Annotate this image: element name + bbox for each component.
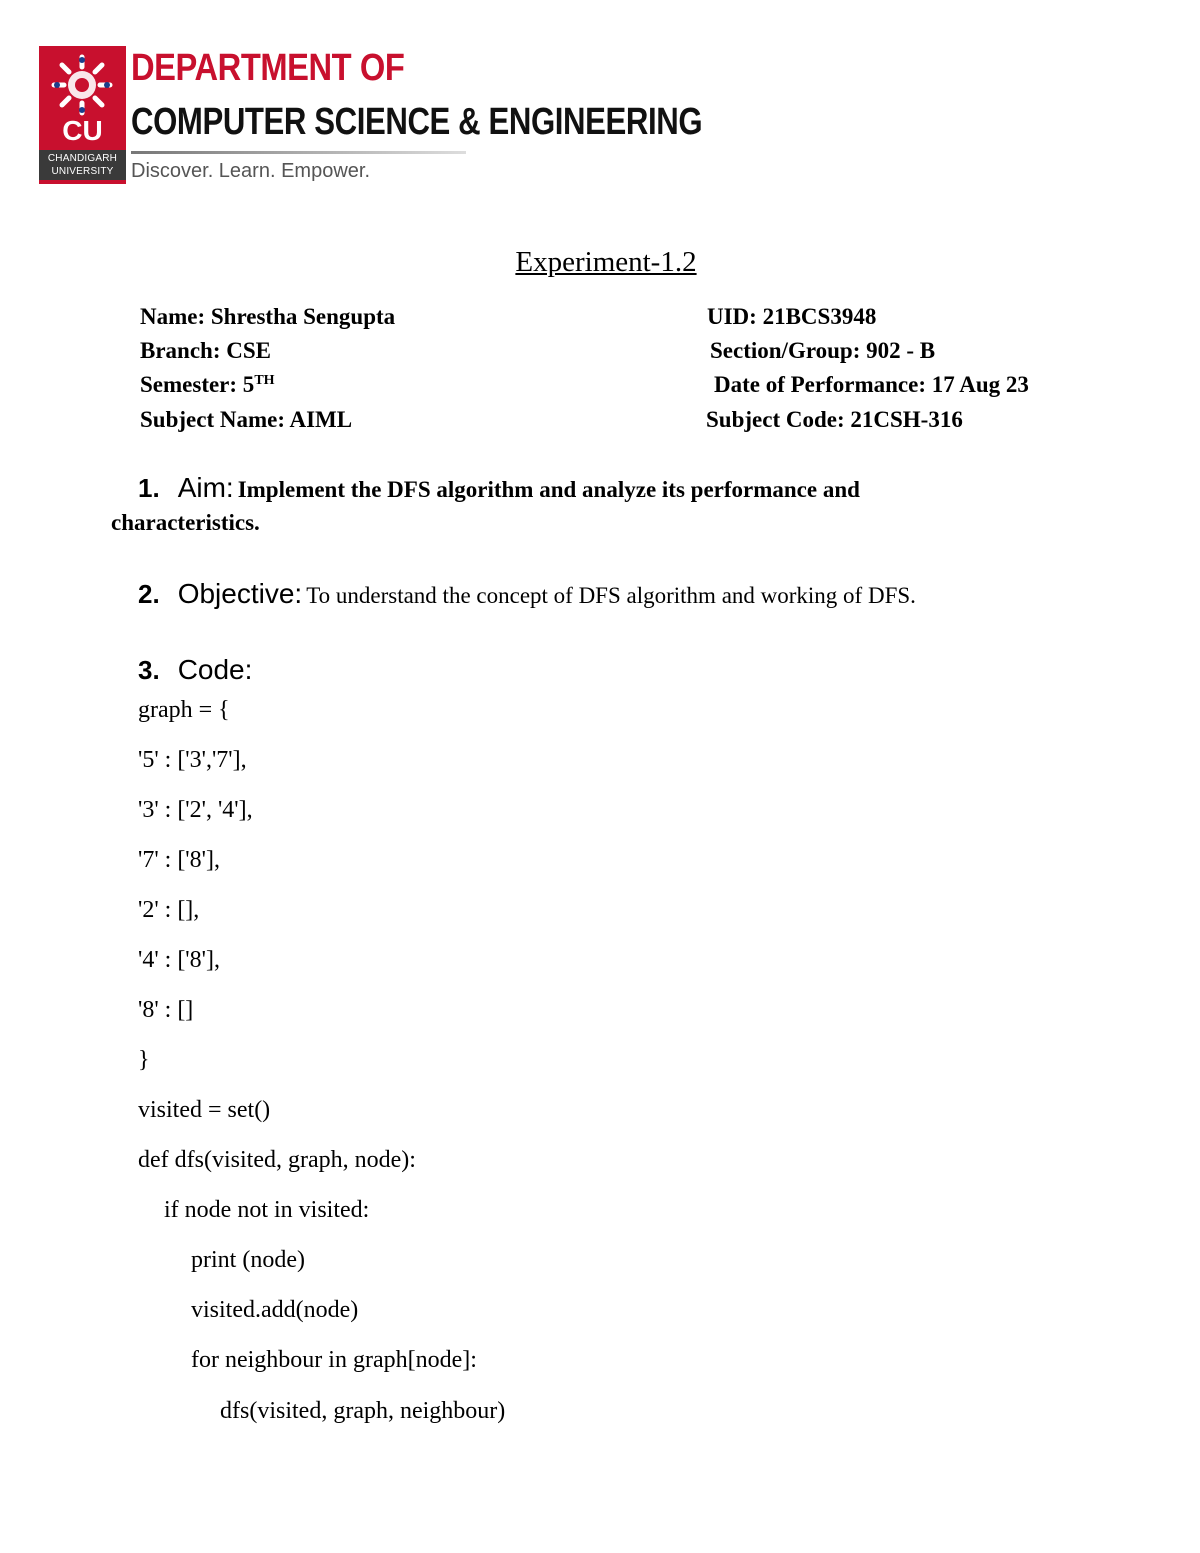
university-logo	[39, 46, 126, 184]
department-title-line2: COMPUTER SCIENCE & ENGINEERING	[131, 101, 703, 143]
code-line: print (node)	[191, 1247, 305, 1273]
experiment-title: Experiment-1.2	[515, 246, 697, 278]
code-line: '3' : ['2', '4'],	[138, 797, 253, 823]
code-line: '2' : [],	[138, 897, 200, 923]
header-divider	[131, 151, 466, 154]
code-section-heading	[138, 654, 252, 686]
student-uid: UID: 21BCS3948	[707, 304, 877, 329]
objective-label: Objective:	[177, 578, 303, 609]
code-line: '4' : ['8'],	[138, 947, 220, 973]
code-line: '5' : ['3','7'],	[138, 747, 247, 773]
aim-text-line1: Implement the DFS algorithm and analyze its performance and	[237, 477, 860, 502]
code-line: graph = {	[138, 697, 230, 723]
branch: Branch: CSE	[140, 338, 271, 363]
code-label: Code:	[177, 654, 253, 685]
code-line: visited.add(node)	[191, 1297, 359, 1323]
aim-section	[138, 472, 860, 504]
aim-text-line2: characteristics.	[111, 510, 260, 535]
logo-abbrev: CU	[62, 115, 103, 146]
code-line: dfs(visited, graph, neighbour)	[220, 1398, 506, 1424]
logo-university-name: CHANDIGARH UNIVERSITY	[39, 150, 126, 180]
objective-text: To understand the concept of DFS algorithm and working of DFS.	[306, 583, 916, 608]
objective-number: 2.	[138, 579, 160, 609]
section-group: Section/Group: 902 - B	[710, 338, 936, 363]
code-number: 3.	[138, 655, 160, 685]
code-line: visited = set()	[138, 1097, 271, 1123]
code-line: '7' : ['8'],	[138, 847, 220, 873]
department-title-line1: DEPARTMENT OF	[131, 47, 405, 89]
semester: Semester: 5TH	[140, 372, 275, 397]
code-line: '8' : []	[138, 997, 194, 1023]
aim-label: Aim:	[177, 472, 234, 503]
tagline: Discover. Learn. Empower.	[131, 160, 370, 182]
code-line: def dfs(visited, graph, node):	[138, 1147, 416, 1173]
code-line: }	[138, 1047, 150, 1073]
code-line: if node not in visited:	[164, 1197, 370, 1223]
date-of-performance: Date of Performance: 17 Aug 23	[714, 372, 1029, 397]
subject-name: Subject Name: AIML	[140, 407, 353, 432]
code-line: for neighbour in graph[node]:	[191, 1347, 477, 1373]
subject-code: Subject Code: 21CSH-316	[706, 407, 963, 432]
aim-number: 1.	[138, 473, 160, 503]
objective-section	[138, 578, 916, 610]
gear-emblem-icon	[51, 54, 113, 116]
student-name: Name: Shrestha Sengupta	[140, 304, 396, 329]
